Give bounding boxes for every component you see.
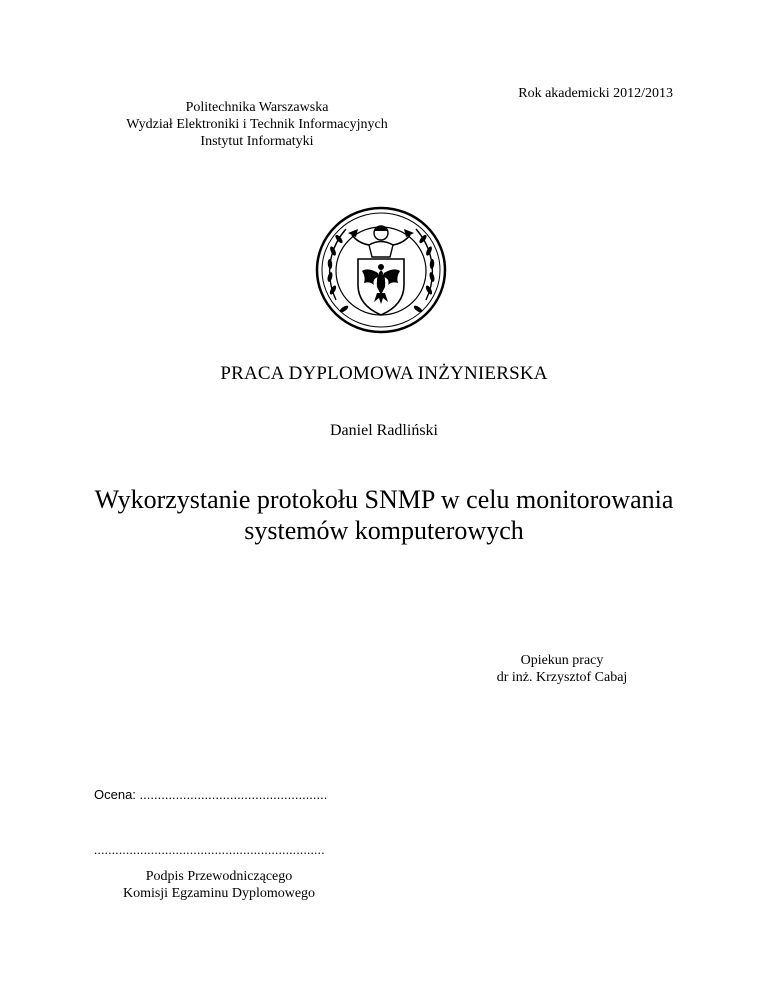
supervisor-name: dr inż. Krzysztof Cabaj	[496, 670, 628, 685]
institute-name: Instytut Informatyki	[200, 134, 314, 149]
grade-label: Ocena:	[94, 787, 136, 802]
signature-line: .................................................................	[94, 842, 325, 857]
institution-block	[86, 99, 428, 150]
university-name: Politechnika Warszawska	[185, 100, 329, 115]
grade-field	[94, 787, 327, 802]
university-seal-graphic	[314, 205, 448, 335]
signature-caption-line-1: Podpis Przewodniczącego	[145, 869, 293, 884]
academic-year: Rok akademicki 2012/2013	[518, 86, 673, 101]
grade-dots: ....................................................	[139, 787, 328, 802]
faculty-name: Wydział Elektroniki i Technik Informacyjnych	[126, 117, 388, 132]
signature-caption-line-2: Komisji Egzaminu Dyplomowego	[122, 886, 316, 901]
signature-caption	[94, 868, 344, 902]
thesis-title-line-2: systemów komputerowych	[244, 516, 524, 545]
supervisor-label: Opiekun pracy	[520, 653, 604, 668]
thesis-type-heading: PRACA DYPLOMOWA INŻYNIERSKA	[220, 363, 548, 384]
university-seal-icon	[314, 205, 448, 335]
author-name: Daniel Radliński	[330, 422, 438, 439]
supervisor-block	[462, 652, 662, 686]
thesis-title-line-1: Wykorzystanie protokołu SNMP w celu monitorowania	[94, 485, 674, 514]
thesis-title	[0, 484, 768, 546]
